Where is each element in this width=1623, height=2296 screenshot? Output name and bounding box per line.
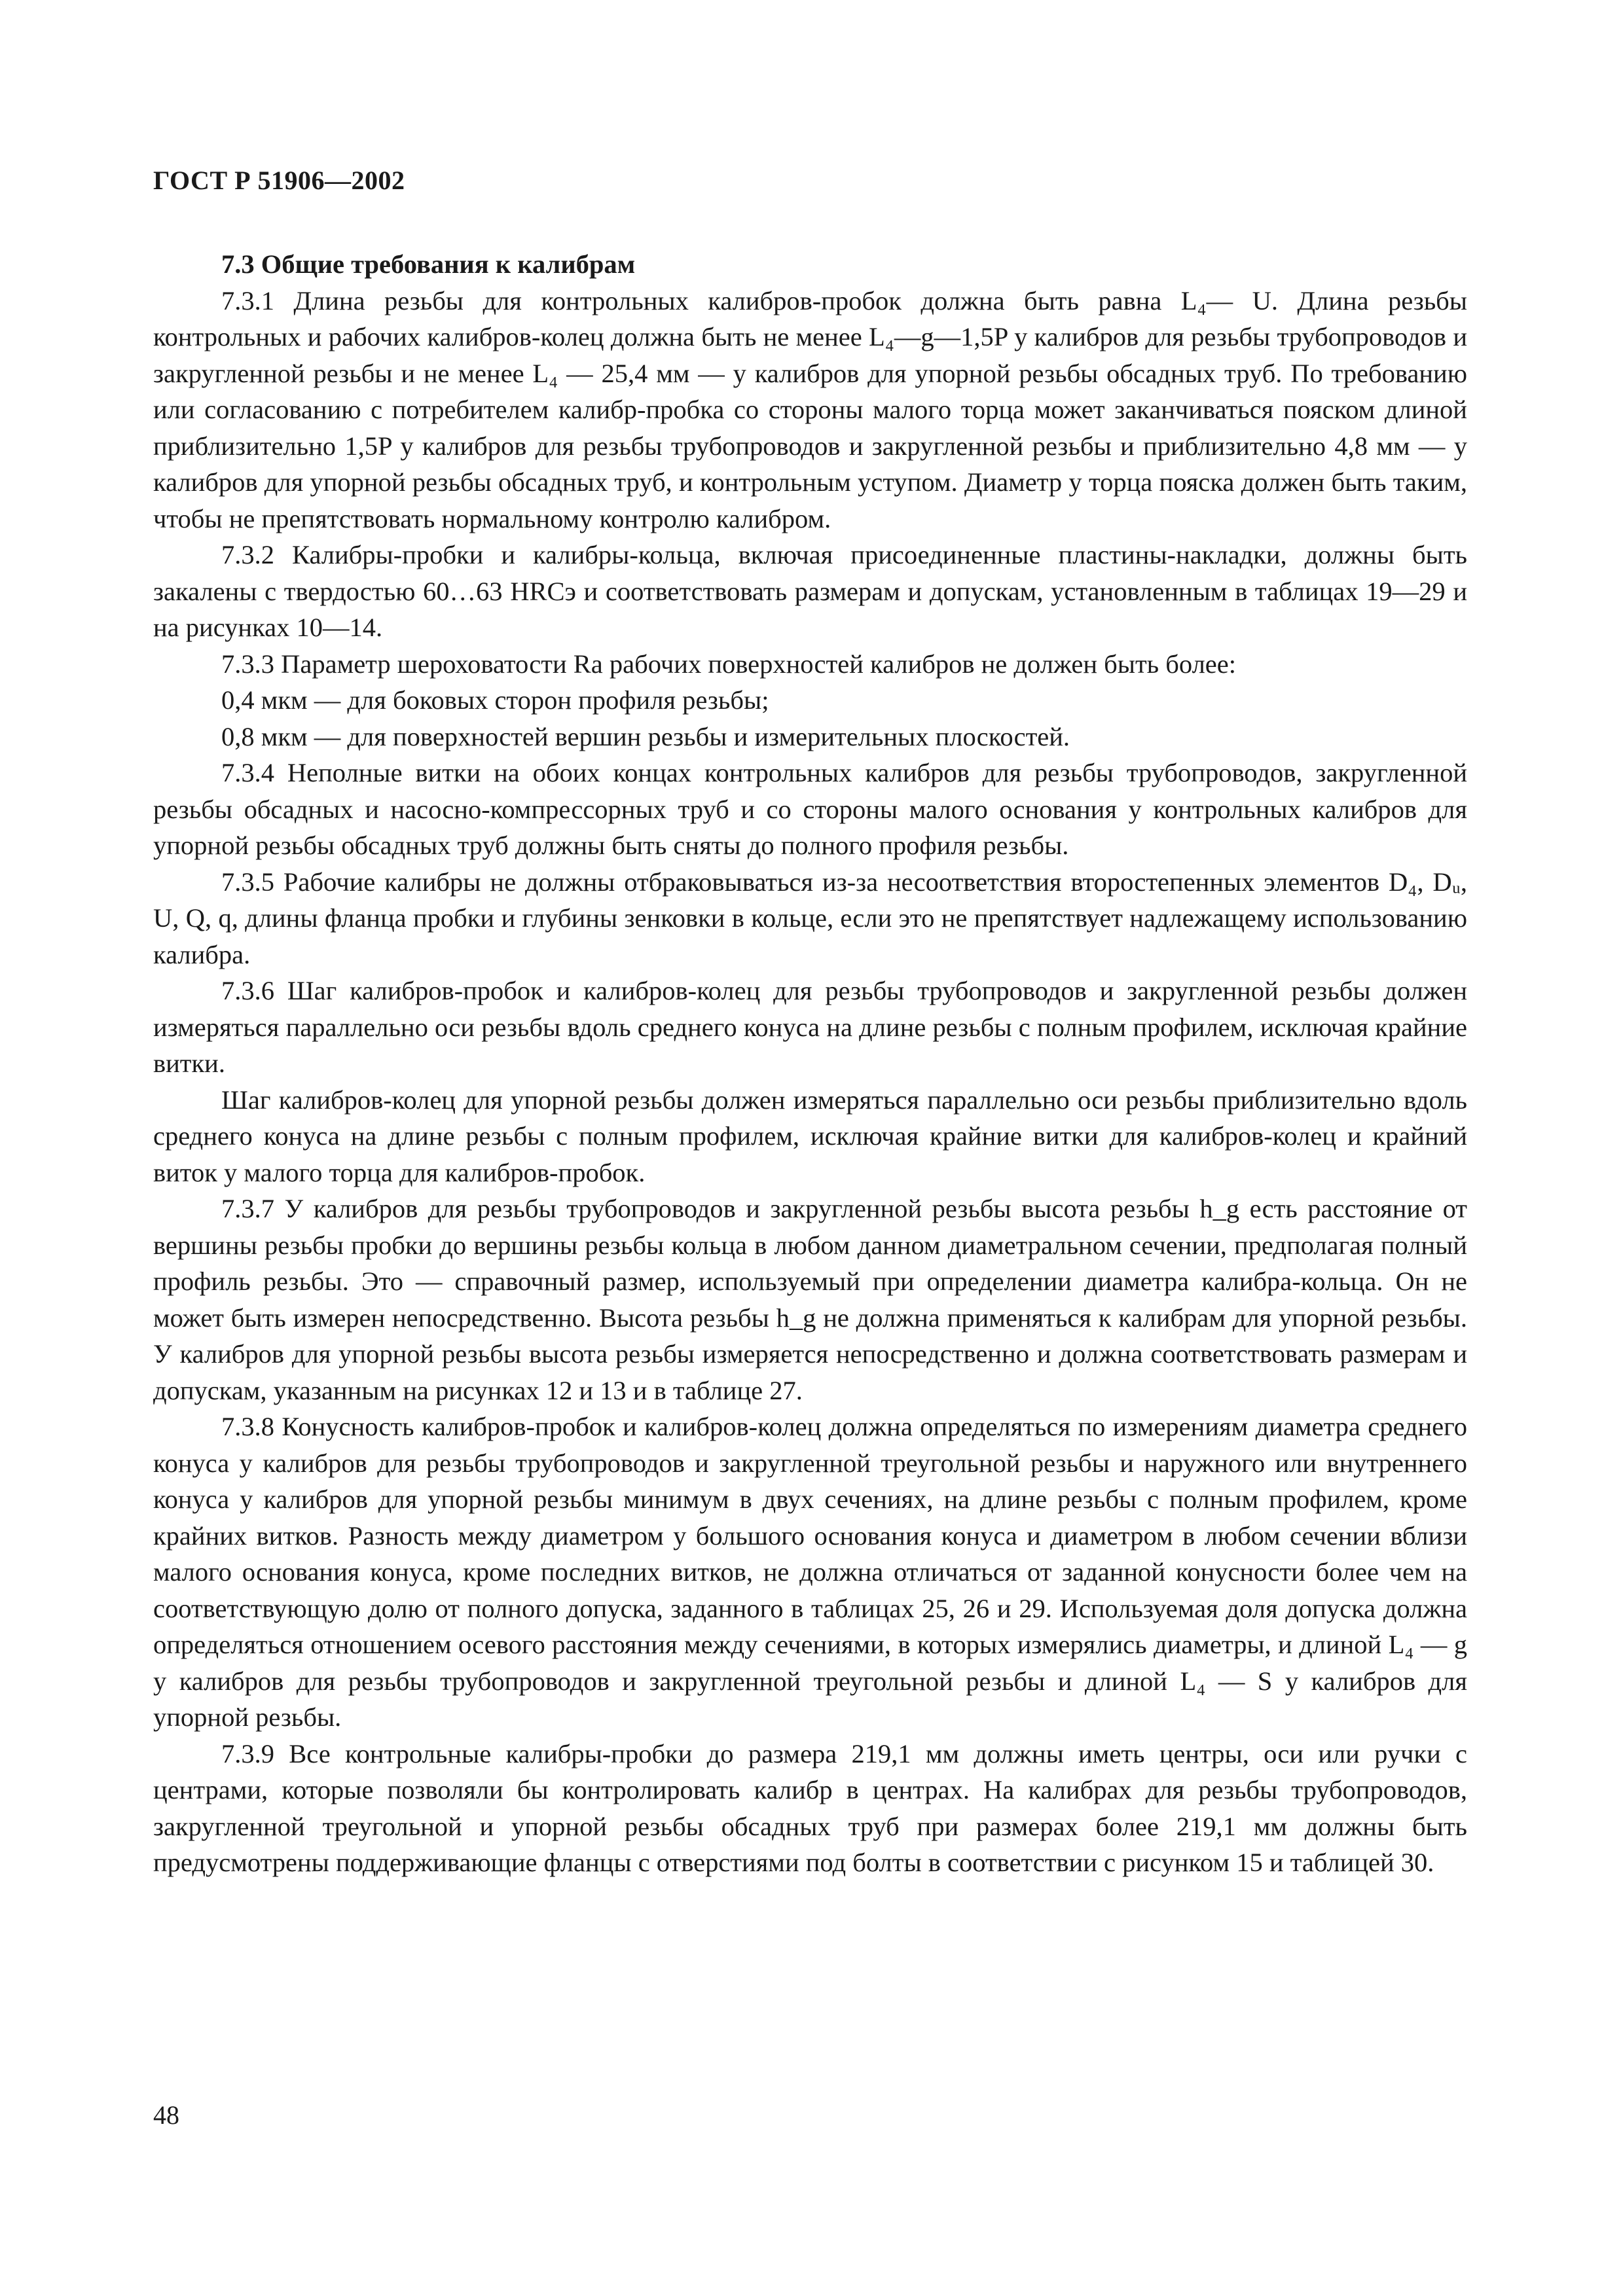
list-item-roughness-crests: 0,8 мкм — для поверхностей вершин резьбы и измерительных плоскостей. [221,721,1070,751]
section-body [153,246,1467,1881]
list-item-roughness-flanks: 0,4 мкм — для боковых сторон профиля резьбы; [221,685,769,715]
paragraph-7-3-6: 7.3.6 Шаг калибров-пробок и калибров-колец для резьбы трубопроводов и закругленной резьбы должен измеряться параллельно оси резьбы вдоль среднего конуса на длине резьбы с полным профилем, исключая крайние витки. [153,976,1467,1078]
paragraph-7-3-5: 7.3.5 Рабочие калибры не должны отбраковываться из-за несоответствия второстепенных элементов D₄, Dᵤ, U, Q, q, длины фланца пробки и глубины зенковки в кольце, если это не препятствует надлежащему использованию калибра. [153,867,1467,969]
paragraph-7-3-1: 7.3.1 Длина резьбы для контрольных калибров-пробок должна быть равна L₄— U. Длина резьбы контрольных и рабочих калибров-колец должна быть не менее L₄—g—1,5P у калибров для резьбы трубопроводов и закругленной резьбы и не менее L₄ — 25,4 мм — у калибров для упорной резьбы обсадных труб. По требованию или согласованию с потребителем калибр-пробка со стороны малого торца может заканчиваться пояском длиной приблизительно 1,5P у калибров для резьбы трубопроводов и закругленной резьбы и приблизительно 4,8 мм — у калибров для упорной резьбы обсадных труб, и контрольным уступом. Диаметр у торца пояска должен быть таким, чтобы не препятствовать нормальному контролю калибром. [153,285,1467,533]
paragraph-7-3-3: 7.3.3 Параметр шероховатости Ra рабочих поверхностей калибров не должен быть более: [221,649,1237,679]
paragraph-7-3-7: 7.3.7 У калибров для резьбы трубопроводов и закругленной резьбы высота резьбы h_g есть расстояние от вершины резьбы пробки до вершины резьбы кольца в любом данном диаметральном сечении, предполагая полный профиль резьбы. Это — справочный размер, используемый при определении диаметра калибра-кольца. Он не может быть измерен непосредственно. Высота резьбы h_g не должна применяться к калибрам для упорной резьбы. У калибров для упорной резьбы высота резьбы измеряется непосредственно и должна соответствовать размерам и допускам, указанным на рисунках 12 и 13 и в таблице 27. [153,1194,1467,1405]
paragraph-7-3-4: 7.3.4 Неполные витки на обоих концах контрольных калибров для резьбы трубопроводов, закругленной резьбы обсадных и насосно-компрессорных труб и со стороны малого основания у контрольных калибров для упорной резьбы обсадных труб должны быть сняты до полного профиля резьбы. [153,758,1467,860]
page-number: 48 [153,2100,179,2130]
paragraph-7-3-2: 7.3.2 Калибры-пробки и калибры-кольца, включая присоединенные пластины-накладки, должны быть закалены с твердостью 60…63 HRCэ и соответствовать размерам и допускам, установленным в таблицах 19—29 и на рисунках 10—14. [153,540,1467,642]
paragraph-7-3-8: 7.3.8 Конусность калибров-пробок и калибров-колец должна определяться по измерениям диаметра среднего конуса у калибров для резьбы трубопроводов и закругленной треугольной резьбы и наружного или внутреннего конуса у калибров для упорной резьбы минимум в двух сечениях, на длине резьбы с полным профилем, кроме крайних витков. Разность между диаметром у большого основания конуса и диаметром в любом сечении вблизи малого основания конуса, кроме последних витков, не должна отличаться от заданной конусности более чем на соответствующую долю от полного допуска, заданного в таблицах 25, 26 и 29. Используемая доля допуска должна определяться отношением осевого расстояния между сечениями, в которых измерялись диаметры, и длиной L₄ — g у калибров для резьбы трубопроводов и закругленной треугольной резьбы и длиной L₄ — S у калибров для упорной резьбы. [153,1412,1467,1732]
section-title: 7.3 Общие требования к калибрам [221,249,636,279]
paragraph-7-3-9: 7.3.9 Все контрольные калибры-пробки до размера 219,1 мм должны иметь центры, оси или ручки с центрами, которые позволяли бы контролировать калибр в центрах. На калибрах для резьбы трубопроводов, закругленной треугольной и упорной резьбы обсадных труб при размерах более 219,1 мм должны быть предусмотрены поддерживающие фланцы с отверстиями под болты в соответствии с рисунком 15 и таблицей 30. [153,1738,1467,1877]
paragraph-7-3-6-cont: Шаг калибров-колец для упорной резьбы должен измеряться параллельно оси резьбы приблизительно вдоль среднего конуса на длине резьбы с полным профилем, исключая крайние витки для калибров-колец и крайний виток у малого торца для калибров-пробок. [153,1085,1467,1187]
document-header: ГОСТ Р 51906—2002 [153,166,405,195]
